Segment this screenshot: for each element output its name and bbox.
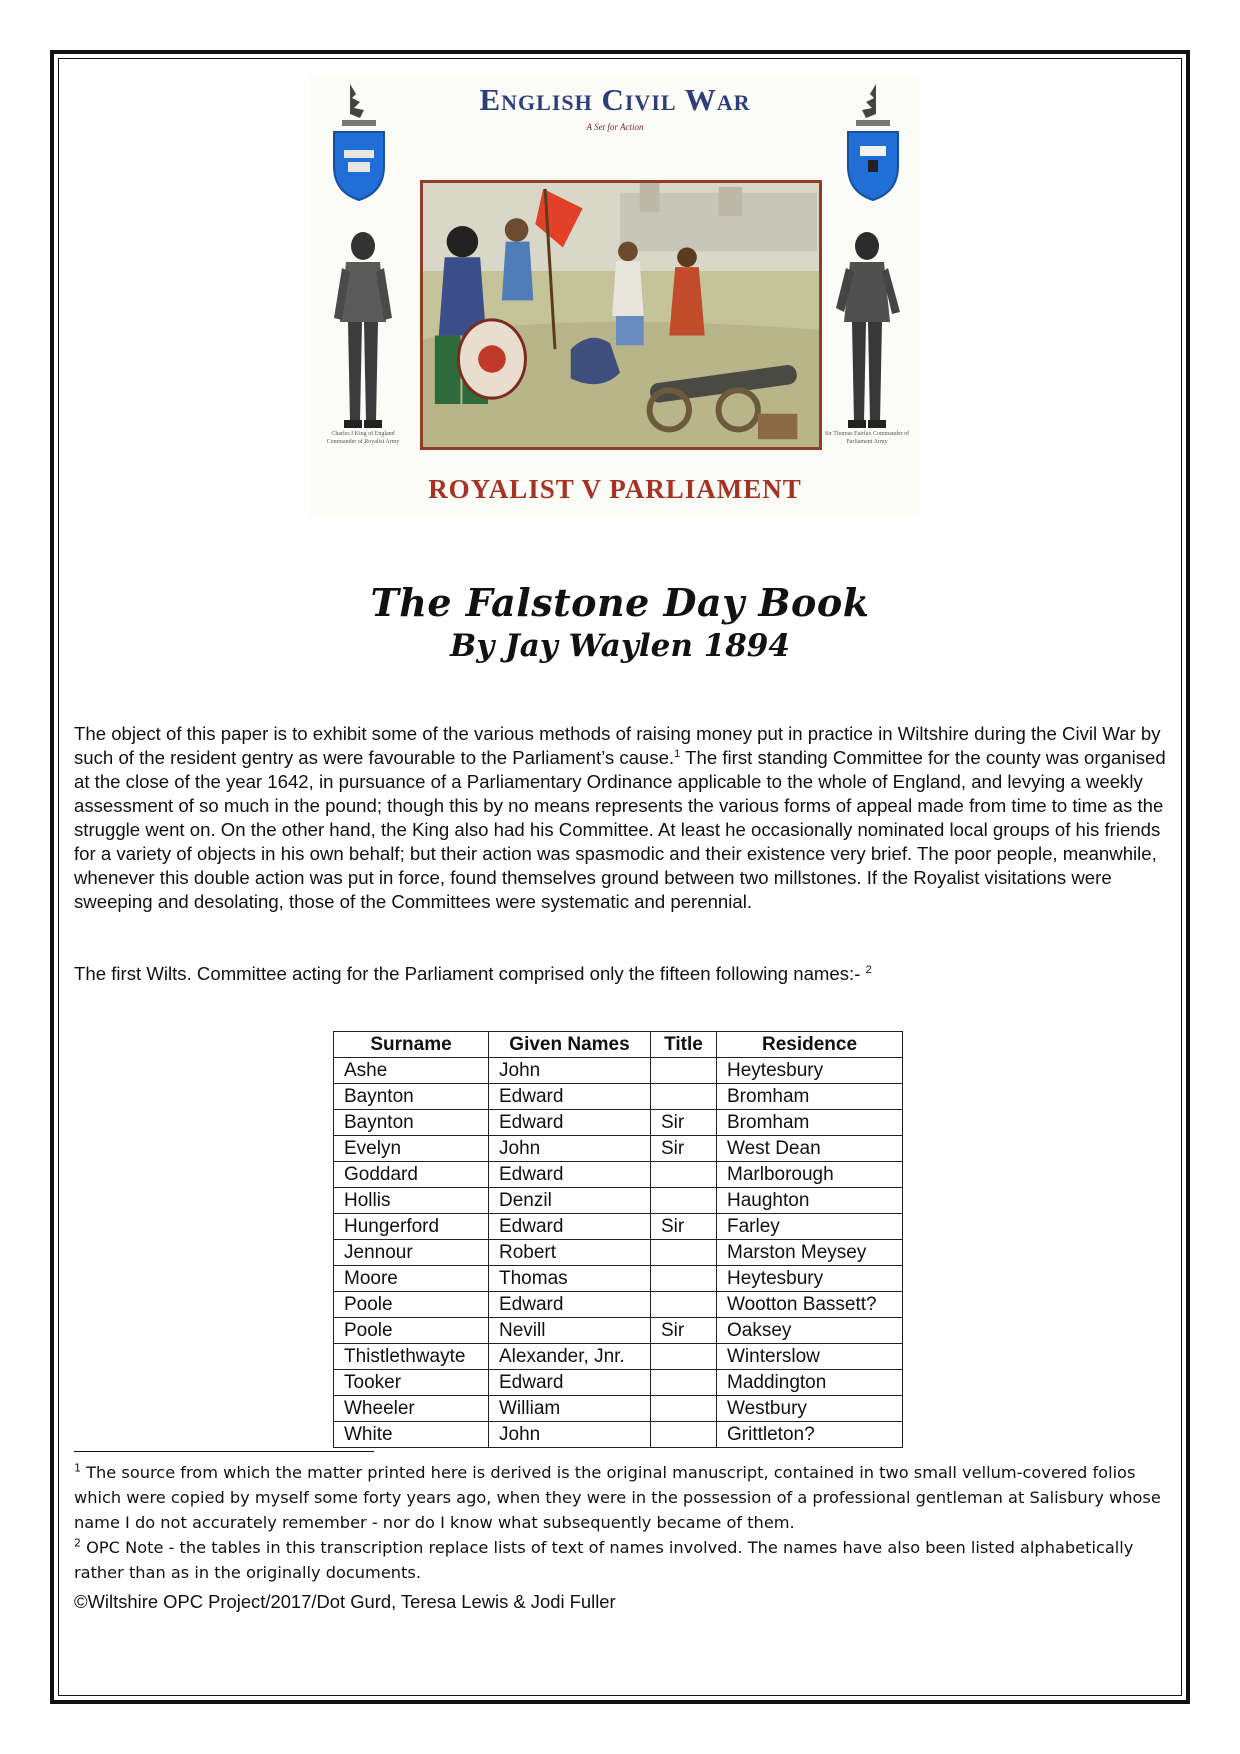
- footnote-2: [74, 1535, 1174, 1585]
- cell-title: [651, 1396, 717, 1422]
- cell-title: [651, 1058, 717, 1084]
- table-row: [334, 1084, 903, 1110]
- cell-surname: Evelyn: [334, 1136, 489, 1162]
- cell-given-names: Alexander, Jnr.: [489, 1344, 651, 1370]
- cell-given-names: Edward: [489, 1292, 651, 1318]
- cell-given-names: John: [489, 1058, 651, 1084]
- cell-surname: White: [334, 1422, 489, 1448]
- cell-title: [651, 1266, 717, 1292]
- right-crest-icon: [840, 80, 904, 210]
- committee-intro-text: The first Wilts. Committee acting for the Parliament comprised only the fifteen following names:-: [74, 963, 861, 984]
- banner-caption-left: Charles I King of England Commander of Royalist Army: [326, 431, 400, 445]
- table-row: [334, 1240, 903, 1266]
- cell-title: [651, 1370, 717, 1396]
- cell-title: [651, 1292, 717, 1318]
- cell-given-names: Thomas: [489, 1266, 651, 1292]
- cell-surname: Goddard: [334, 1162, 489, 1188]
- cell-given-names: Edward: [489, 1370, 651, 1396]
- cell-residence: Haughton: [717, 1188, 903, 1214]
- cell-given-names: Edward: [489, 1084, 651, 1110]
- cell-title: Sir: [651, 1136, 717, 1162]
- table-row: [334, 1136, 903, 1162]
- cell-surname: Thistlethwayte: [334, 1344, 489, 1370]
- cell-title: [651, 1188, 717, 1214]
- battle-scene-illustration: [420, 180, 822, 450]
- table-row: [334, 1318, 903, 1344]
- cell-surname: Poole: [334, 1292, 489, 1318]
- cell-surname: Moore: [334, 1266, 489, 1292]
- cell-surname: Ashe: [334, 1058, 489, 1084]
- cell-residence: Marston Meysey: [717, 1240, 903, 1266]
- cell-title: [651, 1240, 717, 1266]
- cell-surname: Poole: [334, 1318, 489, 1344]
- cell-residence: Farley: [717, 1214, 903, 1240]
- cell-residence: West Dean: [717, 1136, 903, 1162]
- cell-surname: Tooker: [334, 1370, 489, 1396]
- intro-paragraph: [74, 722, 1174, 914]
- cell-given-names: John: [489, 1136, 651, 1162]
- cell-given-names: Robert: [489, 1240, 651, 1266]
- banner-subtitle: A Set for Action: [586, 122, 644, 132]
- left-crest-icon: [328, 80, 392, 210]
- footnote-ref-1[interactable]: 1: [674, 747, 681, 760]
- copyright-notice: ©Wiltshire OPC Project/2017/Dot Gurd, Teresa Lewis & Jodi Fuller: [74, 1591, 616, 1612]
- intro-paragraph-text-1: The object of this paper is to exhibit some of the various methods of raising money put in practice in Wiltshire during the Civil War by such of the resident gentry as were favourable to the Parliament’s cause.: [74, 723, 1161, 768]
- cell-residence: Oaksey: [717, 1318, 903, 1344]
- cell-surname: Hungerford: [334, 1214, 489, 1240]
- cell-residence: Bromham: [717, 1110, 903, 1136]
- cell-given-names: William: [489, 1396, 651, 1422]
- table-row: [334, 1422, 903, 1448]
- cell-residence: Wootton Bassett?: [717, 1292, 903, 1318]
- footnotes: [74, 1460, 1174, 1585]
- cell-given-names: Denzil: [489, 1188, 651, 1214]
- cell-residence: Westbury: [717, 1396, 903, 1422]
- cell-surname: Jennour: [334, 1240, 489, 1266]
- cell-given-names: John: [489, 1422, 651, 1448]
- cell-residence: Marlborough: [717, 1162, 903, 1188]
- footnote-2-number: 2: [74, 1536, 81, 1550]
- cell-title: [651, 1422, 717, 1448]
- cell-surname: Baynton: [334, 1110, 489, 1136]
- cell-title: Sir: [651, 1318, 717, 1344]
- table-row: [334, 1396, 903, 1422]
- table-row: [334, 1344, 903, 1370]
- cell-title: [651, 1344, 717, 1370]
- cell-given-names: Edward: [489, 1162, 651, 1188]
- table-row: [334, 1188, 903, 1214]
- cell-residence: Grittleton?: [717, 1422, 903, 1448]
- cell-residence: Winterslow: [717, 1344, 903, 1370]
- footnote-divider: [74, 1451, 374, 1452]
- column-header-given-names: Given Names: [489, 1032, 651, 1058]
- footnote-1-text: The source from which the matter printed here is derived is the original manuscript, contained in two small vellum-covered folios which were copied by myself some forty years ago, when they were in the possession of a professional gentleman at Salisbury whose name I do not accurately remember - nor do I know what subsequently became of them.: [74, 1463, 1161, 1532]
- cell-given-names: Edward: [489, 1214, 651, 1240]
- cell-surname: Baynton: [334, 1084, 489, 1110]
- footnote-2-text: OPC Note - the tables in this transcription replace lists of text of names involved. The names have also been listed alphabetically rather than as in the originally documents.: [74, 1538, 1134, 1582]
- column-header-residence: Residence: [717, 1032, 903, 1058]
- banner-caption-bottom: ROYALIST V PARLIAMENT: [428, 474, 802, 504]
- intro-paragraph-text-2: The first standing Committee for the county was organised at the close of the year 1642, in pursuance of a Parliamentary Ordinance applicable to the whole of England, and levying a weekly assessment of so much in the pound; though this by no means represents the various forms of appeal made from time to time as the struggle went on. On the other hand, the King also had his Committee. At least he occasionally nominated local groups of his friends for a variety of objects in his own behalf; but their action was spasmodic and their existence very brief. The poor people, meanwhile, whenever this double action was put in force, found themselves ground between two millstones. If the Royalist visitations were sweeping and desolating, those of the Committees were systematic and perennial.: [74, 747, 1166, 912]
- footnote-1-number: 1: [74, 1461, 81, 1475]
- cell-title: [651, 1162, 717, 1188]
- committee-table-body: [334, 1058, 903, 1448]
- cell-title: Sir: [651, 1110, 717, 1136]
- column-header-title: Title: [651, 1032, 717, 1058]
- page-title: The Falstone Day Book: [370, 580, 870, 625]
- table-row: [334, 1266, 903, 1292]
- left-armoured-figure-icon: [328, 224, 398, 434]
- table-row: [334, 1370, 903, 1396]
- table-row: [334, 1058, 903, 1084]
- table-row: [334, 1110, 903, 1136]
- cell-surname: Wheeler: [334, 1396, 489, 1422]
- table-row: [334, 1162, 903, 1188]
- cell-residence: Heytesbury: [717, 1266, 903, 1292]
- footnote-ref-2[interactable]: 2: [865, 963, 872, 976]
- page-subtitle: By Jay Waylen 1894: [450, 628, 790, 664]
- table-row: [334, 1292, 903, 1318]
- cell-title: Sir: [651, 1214, 717, 1240]
- committee-table: [333, 1031, 903, 1448]
- cell-residence: Heytesbury: [717, 1058, 903, 1084]
- cell-residence: Bromham: [717, 1084, 903, 1110]
- cell-title: [651, 1084, 717, 1110]
- column-header-surname: Surname: [334, 1032, 489, 1058]
- cell-given-names: Edward: [489, 1110, 651, 1136]
- table-header-row: [334, 1032, 903, 1058]
- table-row: [334, 1214, 903, 1240]
- right-armoured-figure-icon: [832, 224, 902, 434]
- cell-given-names: Nevill: [489, 1318, 651, 1344]
- cell-surname: Hollis: [334, 1188, 489, 1214]
- banner-title: English Civil War: [479, 82, 751, 117]
- footnote-1: [74, 1460, 1174, 1535]
- committee-intro-line: [74, 962, 1174, 986]
- banner-image: [310, 76, 920, 516]
- cell-residence: Maddington: [717, 1370, 903, 1396]
- banner-caption-right: Sir Thomas Fairfax Commander of Parliament Army: [824, 431, 910, 445]
